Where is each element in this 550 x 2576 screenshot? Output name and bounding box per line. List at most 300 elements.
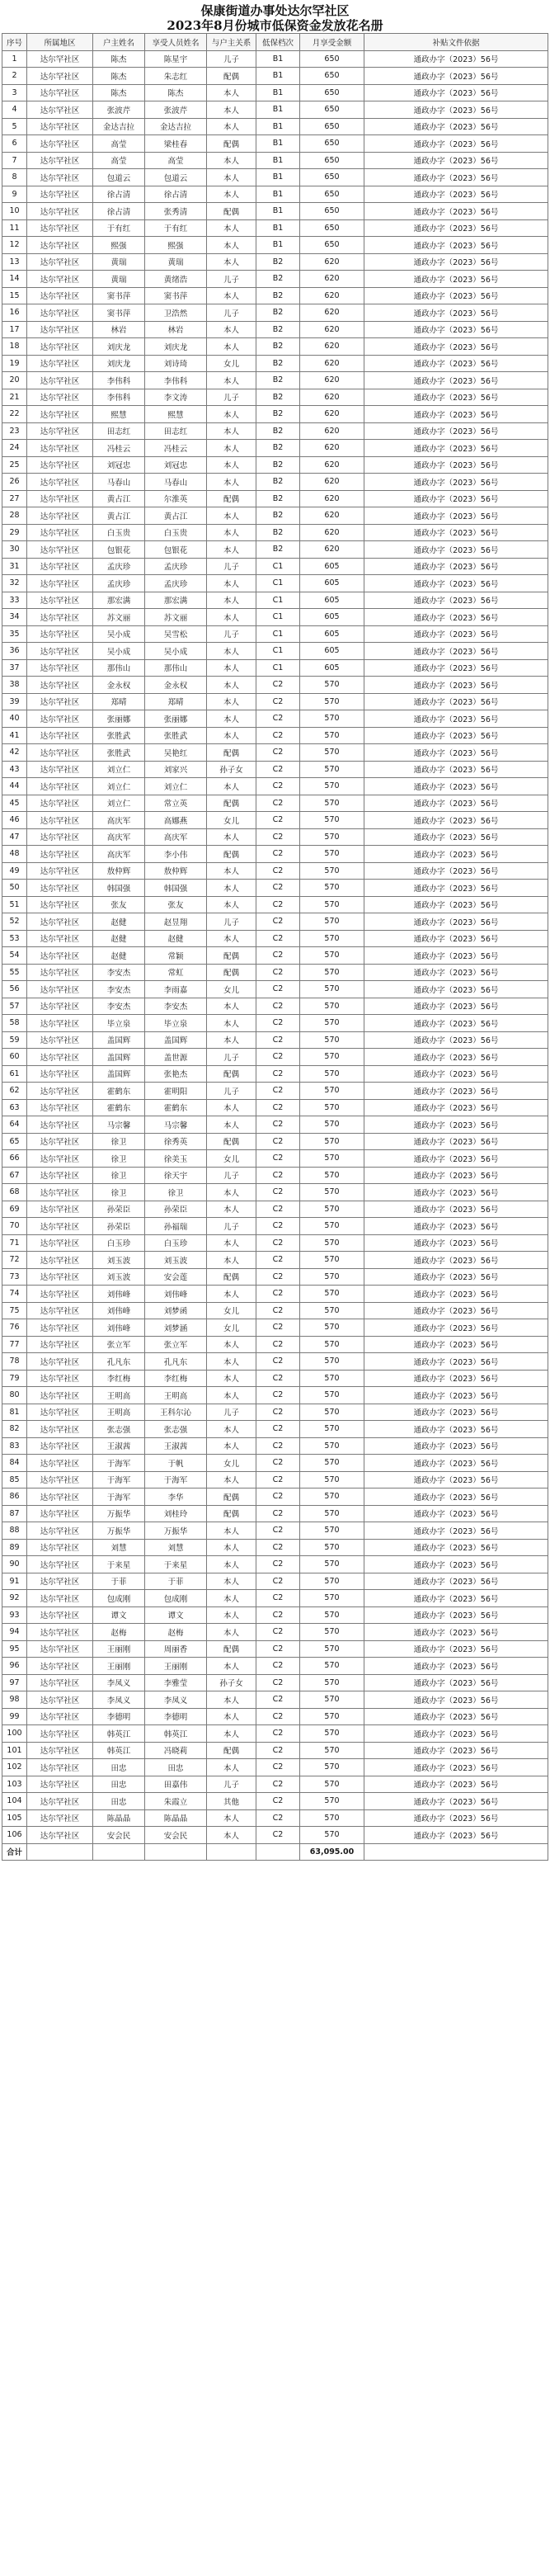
roster-body — [2, 50, 548, 1843]
cell-household-head: 赵健 — [93, 947, 145, 965]
cell-basis: 通政办字（2023）56号 — [364, 1725, 548, 1743]
cell-relation: 儿子 — [207, 1083, 256, 1100]
cell-index: 38 — [2, 677, 27, 694]
cell-relation: 本人 — [207, 1201, 256, 1218]
cell-relation: 本人 — [207, 1624, 256, 1641]
cell-relation: 本人 — [207, 1099, 256, 1116]
cell-beneficiary: 李红梅 — [145, 1370, 207, 1387]
cell-area: 达尔罕社区 — [27, 1319, 93, 1337]
cell-relation: 本人 — [207, 693, 256, 710]
cell-amount: 570 — [300, 947, 364, 965]
cell-grade: C2 — [256, 1624, 300, 1641]
cell-amount: 570 — [300, 1201, 364, 1218]
cell-area: 达尔罕社区 — [27, 1116, 93, 1134]
cell-relation: 儿子 — [207, 625, 256, 643]
cell-area: 达尔罕社区 — [27, 1015, 93, 1032]
table-row — [2, 846, 548, 863]
cell-index: 6 — [2, 135, 27, 153]
cell-relation: 本人 — [207, 1234, 256, 1252]
cell-area: 达尔罕社区 — [27, 1404, 93, 1421]
cell-beneficiary: 王明高 — [145, 1387, 207, 1404]
cell-amount: 650 — [300, 203, 364, 220]
cell-beneficiary: 陈星宇 — [145, 50, 207, 68]
table-row — [2, 1031, 548, 1049]
cell-area: 达尔罕社区 — [27, 84, 93, 101]
cell-index: 3 — [2, 84, 27, 101]
cell-beneficiary: 李华 — [145, 1489, 207, 1506]
cell-amount: 620 — [300, 474, 364, 491]
cell-relation: 配偶 — [207, 1742, 256, 1759]
cell-beneficiary: 熙强 — [145, 237, 207, 254]
cell-area: 达尔罕社区 — [27, 237, 93, 254]
cell-amount: 570 — [300, 1573, 364, 1590]
table-row — [2, 101, 548, 119]
table-row — [2, 372, 548, 389]
table-row — [2, 1234, 548, 1252]
cell-grade: C2 — [256, 1099, 300, 1116]
cell-beneficiary: 陈杰 — [145, 84, 207, 101]
cell-amount: 620 — [300, 355, 364, 372]
table-row — [2, 1218, 548, 1235]
header-row — [2, 34, 548, 51]
cell-amount: 570 — [300, 896, 364, 913]
cell-index: 78 — [2, 1353, 27, 1371]
cell-index: 18 — [2, 338, 27, 356]
cell-relation: 儿子 — [207, 1776, 256, 1793]
document-title-line2: 2023年8月份城市低保资金发放花名册 — [167, 18, 383, 33]
cell-index: 63 — [2, 1099, 27, 1116]
cell-area: 达尔罕社区 — [27, 1184, 93, 1201]
table-row — [2, 862, 548, 880]
cell-index: 27 — [2, 490, 27, 507]
cell-index: 54 — [2, 947, 27, 965]
cell-relation: 本人 — [207, 1522, 256, 1540]
table-row — [2, 1353, 548, 1371]
cell-index: 4 — [2, 101, 27, 119]
table-row — [2, 456, 548, 474]
cell-index: 100 — [2, 1725, 27, 1743]
cell-area: 达尔罕社区 — [27, 507, 93, 525]
cell-index: 58 — [2, 1015, 27, 1032]
cell-grade: B2 — [256, 271, 300, 288]
cell-index: 98 — [2, 1691, 27, 1709]
cell-amount: 650 — [300, 68, 364, 85]
cell-amount: 650 — [300, 118, 364, 135]
cell-basis: 通政办字（2023）56号 — [364, 1421, 548, 1438]
cell-basis: 通政办字（2023）56号 — [364, 1015, 548, 1032]
cell-grade: B1 — [256, 50, 300, 68]
cell-relation: 本人 — [207, 1116, 256, 1134]
cell-relation: 本人 — [207, 575, 256, 592]
cell-grade: C2 — [256, 710, 300, 728]
cell-index: 51 — [2, 896, 27, 913]
cell-grade: C2 — [256, 1827, 300, 1844]
cell-index: 85 — [2, 1471, 27, 1489]
cell-area: 达尔罕社区 — [27, 1370, 93, 1387]
cell-household-head: 韩国强 — [93, 880, 145, 897]
cell-area: 达尔罕社区 — [27, 1606, 93, 1624]
cell-amount: 570 — [300, 1252, 364, 1269]
cell-area: 达尔罕社区 — [27, 1167, 93, 1184]
table-row — [2, 947, 548, 965]
cell-index: 55 — [2, 964, 27, 981]
cell-relation: 本人 — [207, 1015, 256, 1032]
cell-area: 达尔罕社区 — [27, 930, 93, 947]
cell-household-head: 李德明 — [93, 1708, 145, 1725]
cell-grade: C2 — [256, 1049, 300, 1066]
cell-area: 达尔罕社区 — [27, 677, 93, 694]
cell-basis: 通政办字（2023）56号 — [364, 1319, 548, 1337]
cell-relation: 本人 — [207, 237, 256, 254]
cell-relation: 女儿 — [207, 1455, 256, 1472]
cell-beneficiary: 孟庆珍 — [145, 575, 207, 592]
cell-household-head: 包银花 — [93, 541, 145, 559]
cell-relation: 本人 — [207, 778, 256, 795]
cell-amount: 570 — [300, 1133, 364, 1150]
cell-relation: 本人 — [207, 186, 256, 203]
cell-index: 50 — [2, 880, 27, 897]
cell-index: 75 — [2, 1302, 27, 1319]
cell-amount: 570 — [300, 862, 364, 880]
cell-amount: 650 — [300, 84, 364, 101]
cell-grade: C2 — [256, 1606, 300, 1624]
cell-household-head: 于海军 — [93, 1489, 145, 1506]
cell-amount: 570 — [300, 1437, 364, 1455]
header-amount: 月享受金额 — [300, 34, 364, 51]
cell-household-head: 包道云 — [93, 169, 145, 186]
cell-area: 达尔罕社区 — [27, 1421, 93, 1438]
cell-relation: 儿子 — [207, 1167, 256, 1184]
cell-amount: 570 — [300, 812, 364, 829]
cell-grade: C2 — [256, 1302, 300, 1319]
cell-household-head: 张胜武 — [93, 744, 145, 762]
cell-basis: 通政办字（2023）56号 — [364, 1522, 548, 1540]
cell-relation: 本人 — [207, 592, 256, 609]
table-row — [2, 1404, 548, 1421]
cell-beneficiary: 窦书萍 — [145, 287, 207, 304]
cell-grade: C2 — [256, 1116, 300, 1134]
cell-area: 达尔罕社区 — [27, 1522, 93, 1540]
cell-amount: 570 — [300, 1387, 364, 1404]
cell-index: 15 — [2, 287, 27, 304]
cell-area: 达尔罕社区 — [27, 68, 93, 85]
cell-beneficiary: 金永权 — [145, 677, 207, 694]
cell-area: 达尔罕社区 — [27, 304, 93, 322]
table-row — [2, 1624, 548, 1641]
cell-index: 94 — [2, 1624, 27, 1641]
header-beneficiary: 享受人员姓名 — [145, 34, 207, 51]
cell-area: 达尔罕社区 — [27, 727, 93, 744]
cell-beneficiary: 徐天宇 — [145, 1167, 207, 1184]
cell-index: 70 — [2, 1218, 27, 1235]
cell-index: 82 — [2, 1421, 27, 1438]
cell-household-head: 李安杰 — [93, 964, 145, 981]
cell-grade: C2 — [256, 1268, 300, 1286]
cell-index: 36 — [2, 643, 27, 660]
table-row — [2, 253, 548, 271]
cell-beneficiary: 尔淮英 — [145, 490, 207, 507]
cell-beneficiary: 于有红 — [145, 219, 207, 237]
cell-household-head: 高莹 — [93, 152, 145, 169]
cell-grade: B1 — [256, 84, 300, 101]
cell-basis: 通政办字（2023）56号 — [364, 880, 548, 897]
cell-area: 达尔罕社区 — [27, 778, 93, 795]
cell-amount: 570 — [300, 1167, 364, 1184]
table-row — [2, 1319, 548, 1337]
cell-household-head: 刘立仁 — [93, 761, 145, 778]
cell-relation: 本人 — [207, 930, 256, 947]
cell-area: 达尔罕社区 — [27, 1742, 93, 1759]
table-row — [2, 625, 548, 643]
table-row — [2, 1286, 548, 1303]
cell-relation: 本人 — [207, 1437, 256, 1455]
cell-beneficiary: 王丽刚 — [145, 1658, 207, 1675]
cell-household-head: 盖国辉 — [93, 1049, 145, 1066]
table-row — [2, 1691, 548, 1709]
cell-household-head: 徐卫 — [93, 1133, 145, 1150]
cell-beneficiary: 张秀清 — [145, 203, 207, 220]
cell-amount: 605 — [300, 609, 364, 626]
cell-grade: C2 — [256, 1640, 300, 1658]
cell-grade: B1 — [256, 118, 300, 135]
cell-index: 76 — [2, 1319, 27, 1337]
cell-household-head: 窦书萍 — [93, 287, 145, 304]
cell-amount: 620 — [300, 422, 364, 440]
cell-household-head: 盖国辉 — [93, 1031, 145, 1049]
cell-basis: 通政办字（2023）56号 — [364, 456, 548, 474]
cell-basis: 通政办字（2023）56号 — [364, 1370, 548, 1387]
cell-household-head: 吴小成 — [93, 625, 145, 643]
cell-basis: 通政办字（2023）56号 — [364, 896, 548, 913]
cell-area: 达尔罕社区 — [27, 1505, 93, 1522]
cell-amount: 605 — [300, 643, 364, 660]
cell-grade: B2 — [256, 372, 300, 389]
cell-basis: 通政办字（2023）56号 — [364, 862, 548, 880]
cell-grade: B2 — [256, 440, 300, 457]
cell-relation: 本人 — [207, 1809, 256, 1827]
cell-basis: 通政办字（2023）56号 — [364, 186, 548, 203]
cell-index: 14 — [2, 271, 27, 288]
cell-basis: 通政办字（2023）56号 — [364, 1606, 548, 1624]
cell-grade: C2 — [256, 1759, 300, 1776]
cell-beneficiary: 朱志红 — [145, 68, 207, 85]
table-row — [2, 152, 548, 169]
cell-area: 达尔罕社区 — [27, 1708, 93, 1725]
cell-amount: 570 — [300, 964, 364, 981]
table-row — [2, 1201, 548, 1218]
cell-basis: 通政办字（2023）56号 — [364, 304, 548, 322]
cell-amount: 570 — [300, 1302, 364, 1319]
cell-index: 17 — [2, 321, 27, 338]
table-row — [2, 1539, 548, 1556]
cell-beneficiary: 李雨嘉 — [145, 981, 207, 998]
cell-relation: 本人 — [207, 1336, 256, 1353]
cell-amount: 570 — [300, 1742, 364, 1759]
cell-index: 67 — [2, 1167, 27, 1184]
cell-household-head: 徐卫 — [93, 1184, 145, 1201]
cell-relation: 本人 — [207, 710, 256, 728]
cell-amount: 570 — [300, 1286, 364, 1303]
cell-household-head: 林岩 — [93, 321, 145, 338]
cell-amount: 620 — [300, 338, 364, 356]
table-row — [2, 1590, 548, 1607]
cell-grade: B1 — [256, 152, 300, 169]
cell-index: 77 — [2, 1336, 27, 1353]
table-row — [2, 812, 548, 829]
table-row — [2, 507, 548, 525]
cell-index: 7 — [2, 152, 27, 169]
total-amount: 63,095.00 — [300, 1843, 364, 1861]
cell-index: 91 — [2, 1573, 27, 1590]
cell-household-head: 刘伟峰 — [93, 1319, 145, 1337]
cell-index: 33 — [2, 592, 27, 609]
cell-amount: 605 — [300, 625, 364, 643]
cell-relation: 配偶 — [207, 846, 256, 863]
table-row — [2, 338, 548, 356]
cell-grade: C2 — [256, 812, 300, 829]
cell-grade: C1 — [256, 625, 300, 643]
cell-beneficiary: 万振华 — [145, 1522, 207, 1540]
cell-beneficiary: 卫浩然 — [145, 304, 207, 322]
cell-area: 达尔罕社区 — [27, 659, 93, 677]
cell-relation: 本人 — [207, 219, 256, 237]
cell-beneficiary: 盖国辉 — [145, 1031, 207, 1049]
cell-area: 达尔罕社区 — [27, 1640, 93, 1658]
cell-basis: 通政办字（2023）56号 — [364, 1640, 548, 1658]
cell-basis: 通政办字（2023）56号 — [364, 1234, 548, 1252]
table-row — [2, 203, 548, 220]
cell-grade: C2 — [256, 913, 300, 931]
cell-relation: 本人 — [207, 474, 256, 491]
cell-amount: 570 — [300, 1776, 364, 1793]
table-row — [2, 490, 548, 507]
cell-area: 达尔罕社区 — [27, 389, 93, 406]
cell-amount: 570 — [300, 1370, 364, 1387]
cell-grade: C2 — [256, 1471, 300, 1489]
cell-beneficiary: 田志红 — [145, 422, 207, 440]
cell-basis: 通政办字（2023）56号 — [364, 1353, 548, 1371]
cell-area: 达尔罕社区 — [27, 186, 93, 203]
cell-basis: 通政办字（2023）56号 — [364, 1133, 548, 1150]
cell-grade: C2 — [256, 727, 300, 744]
cell-beneficiary: 那伟山 — [145, 659, 207, 677]
cell-index: 95 — [2, 1640, 27, 1658]
cell-grade: C2 — [256, 1809, 300, 1827]
table-row — [2, 981, 548, 998]
cell-household-head: 陈杰 — [93, 84, 145, 101]
header-grade: 低保档次 — [256, 34, 300, 51]
cell-index: 47 — [2, 828, 27, 846]
cell-amount: 570 — [300, 1049, 364, 1066]
cell-grade: B2 — [256, 524, 300, 541]
cell-amount: 570 — [300, 1809, 364, 1827]
cell-area: 达尔罕社区 — [27, 998, 93, 1015]
cell-household-head: 李凤义 — [93, 1691, 145, 1709]
table-row — [2, 1776, 548, 1793]
cell-relation: 本人 — [207, 507, 256, 525]
cell-relation: 本人 — [207, 1286, 256, 1303]
cell-beneficiary: 白玉珍 — [145, 1234, 207, 1252]
cell-basis: 通政办字（2023）56号 — [364, 1708, 548, 1725]
cell-area: 达尔罕社区 — [27, 1099, 93, 1116]
cell-relation: 本人 — [207, 1606, 256, 1624]
cell-relation: 本人 — [207, 152, 256, 169]
cell-index: 19 — [2, 355, 27, 372]
table-row — [2, 744, 548, 762]
cell-beneficiary: 盖世源 — [145, 1049, 207, 1066]
cell-grade: C2 — [256, 1065, 300, 1083]
cell-household-head: 陈杰 — [93, 50, 145, 68]
table-row — [2, 186, 548, 203]
cell-grade: C2 — [256, 693, 300, 710]
cell-beneficiary: 刘冠忠 — [145, 456, 207, 474]
cell-index: 35 — [2, 625, 27, 643]
cell-beneficiary: 韩英江 — [145, 1725, 207, 1743]
table-row — [2, 1133, 548, 1150]
cell-basis: 通政办字（2023）56号 — [364, 237, 548, 254]
cell-index: 86 — [2, 1489, 27, 1506]
cell-area: 达尔罕社区 — [27, 1031, 93, 1049]
cell-household-head: 刘伟峰 — [93, 1302, 145, 1319]
cell-amount: 570 — [300, 998, 364, 1015]
cell-area: 达尔罕社区 — [27, 846, 93, 863]
cell-basis: 通政办字（2023）56号 — [364, 1658, 548, 1675]
table-row — [2, 795, 548, 812]
cell-household-head: 田志红 — [93, 422, 145, 440]
cell-grade: C2 — [256, 1658, 300, 1675]
cell-beneficiary: 田忠 — [145, 1759, 207, 1776]
table-row — [2, 1184, 548, 1201]
cell-index: 31 — [2, 558, 27, 575]
cell-household-head: 谭文 — [93, 1606, 145, 1624]
cell-household-head: 张胜武 — [93, 727, 145, 744]
cell-beneficiary: 梁桂春 — [145, 135, 207, 153]
cell-relation: 女儿 — [207, 355, 256, 372]
cell-beneficiary: 刘立仁 — [145, 778, 207, 795]
table-row — [2, 1556, 548, 1573]
cell-relation: 孙子女 — [207, 761, 256, 778]
cell-basis: 通政办字（2023）56号 — [364, 372, 548, 389]
cell-grade: C2 — [256, 744, 300, 762]
cell-basis: 通政办字（2023）56号 — [364, 1184, 548, 1201]
cell-amount: 570 — [300, 1268, 364, 1286]
cell-amount: 620 — [300, 389, 364, 406]
cell-basis: 通政办字（2023）56号 — [364, 727, 548, 744]
cell-beneficiary: 朱霞立 — [145, 1793, 207, 1810]
cell-basis: 通政办字（2023）56号 — [364, 1691, 548, 1709]
cell-area: 达尔罕社区 — [27, 1049, 93, 1066]
cell-amount: 620 — [300, 440, 364, 457]
cell-basis: 通政办字（2023）56号 — [364, 422, 548, 440]
cell-area: 达尔罕社区 — [27, 1252, 93, 1269]
cell-grade: C2 — [256, 1539, 300, 1556]
cell-area: 达尔罕社区 — [27, 1776, 93, 1793]
cell-grade: C2 — [256, 998, 300, 1015]
cell-basis: 通政办字（2023）56号 — [364, 812, 548, 829]
cell-amount: 650 — [300, 101, 364, 119]
cell-relation: 本人 — [207, 862, 256, 880]
cell-amount: 570 — [300, 795, 364, 812]
cell-household-head: 安会民 — [93, 1827, 145, 1844]
cell-index: 60 — [2, 1049, 27, 1066]
cell-beneficiary: 刘桂玲 — [145, 1505, 207, 1522]
cell-index: 101 — [2, 1742, 27, 1759]
cell-grade: C2 — [256, 1489, 300, 1506]
cell-basis: 通政办字（2023）56号 — [364, 947, 548, 965]
cell-amount: 570 — [300, 1640, 364, 1658]
table-row — [2, 1150, 548, 1168]
cell-beneficiary: 刘庆龙 — [145, 338, 207, 356]
